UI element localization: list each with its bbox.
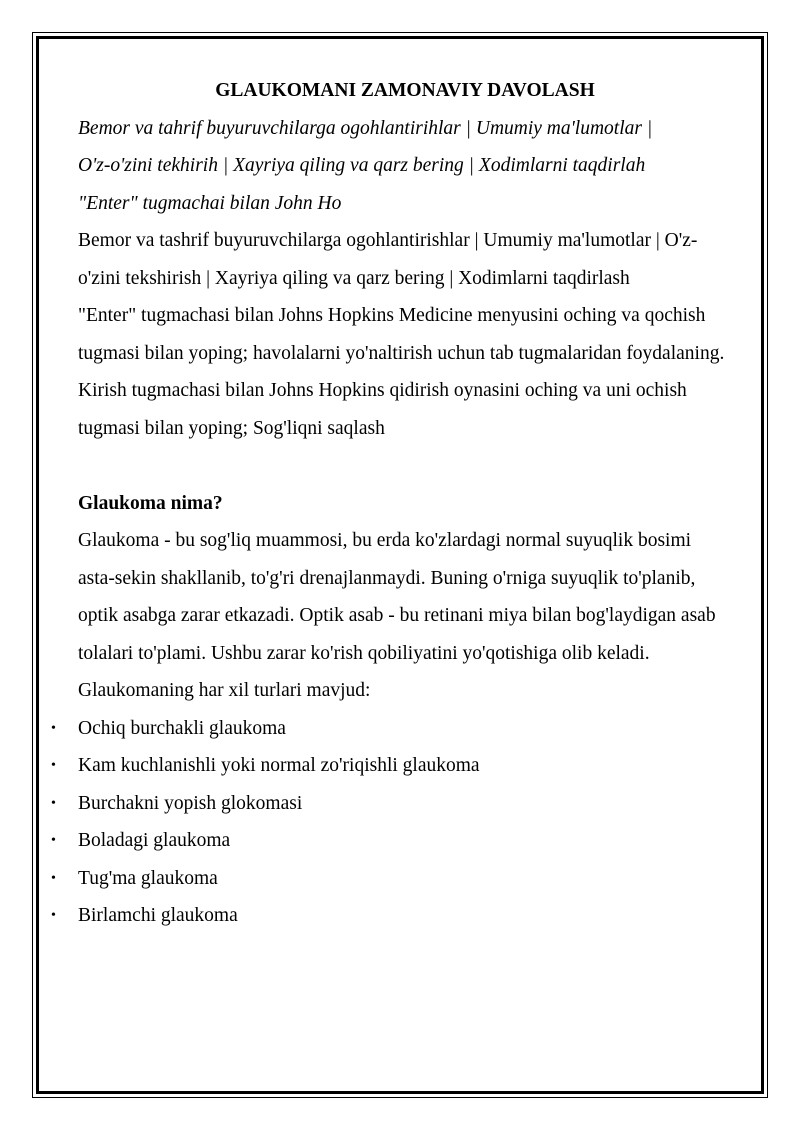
- list-item-text: Birlamchi glaukoma: [78, 905, 238, 926]
- bullet-icon: •: [51, 758, 56, 773]
- section-heading: Glaukoma nima?: [78, 492, 223, 514]
- list-item-text: Burchakni yopish glokomasi: [78, 792, 303, 814]
- list-item: [51, 897, 728, 935]
- bullet-icon: •: [51, 870, 56, 886]
- bullet-icon: •: [51, 833, 56, 848]
- list-item: [51, 785, 728, 823]
- bullet-icon: •: [51, 720, 56, 736]
- list-item-text: Tug'ma glaukoma: [78, 867, 218, 889]
- bullet-icon: •: [51, 795, 56, 811]
- italic-line: O'z-o'zini tekhirih | Xayriya qiling va qarz bering | Xodimlarni taqdirlah: [78, 155, 646, 176]
- italic-nav-block: [78, 110, 728, 223]
- list-item: [51, 747, 728, 785]
- enter-paragraph: "Enter" tugmachasi bilan Johns Hopkins Medicine menyusini oching va qochish tugmasi bilan yoping; havolalarni yo'naltirish uchun tab tugmalaridan foydalaning. Kirish tugmachasi bilan Johns Hopkins qidirish oynasini oching va uni ochish tugmasi bilan yoping; Sog'liqni saqlash: [78, 305, 725, 439]
- nav-paragraph: Bemor va tashrif buyuruvchilarga ogohlantirishlar | Umumiy ma'lumotlar | O'z-o'zini tekshirish | Xayriya qiling va qarz bering | Xodimlarni taqdirlash: [78, 230, 698, 289]
- italic-line: Bemor va tahrif buyuruvchilarga ogohlantirihlar | Umumiy ma'lumotlar |: [78, 117, 653, 139]
- list-item-text: Kam kuchlanishli yoki normal zo'riqishli glaukoma: [78, 755, 480, 776]
- list-item: [51, 822, 728, 860]
- list-item: [51, 860, 728, 898]
- document-title: GLAUKOMANI ZAMONAVIY DAVOLASH: [215, 80, 595, 101]
- glaucoma-types-list: [51, 710, 728, 935]
- types-intro: Glaukomaning har xil turlari mavjud:: [78, 680, 371, 701]
- list-item-text: Ochiq burchakli glaukoma: [78, 717, 286, 739]
- bullet-icon: •: [51, 908, 56, 923]
- document-body: [51, 72, 728, 935]
- list-item: [51, 710, 728, 748]
- list-item-text: Boladagi glaukoma: [78, 830, 231, 851]
- blank-line: [78, 447, 728, 485]
- italic-line: "Enter" tugmachai bilan John Ho: [78, 192, 342, 214]
- definition-paragraph: Glaukoma - bu sog'liq muammosi, bu erda ko'zlardagi normal suyuqlik bosimi asta-sekin shakllanib, to'g'ri drenajlanmaydi. Buning o'rniga suyuqlik to'planib, optik asabga zarar etkazadi. Optik asab - bu retinani miya bilan bog'laydigan asab tolalari to'plami. Ushbu zarar ko'rish qobiliyatini yo'qotishiga olib keladi.: [78, 530, 716, 664]
